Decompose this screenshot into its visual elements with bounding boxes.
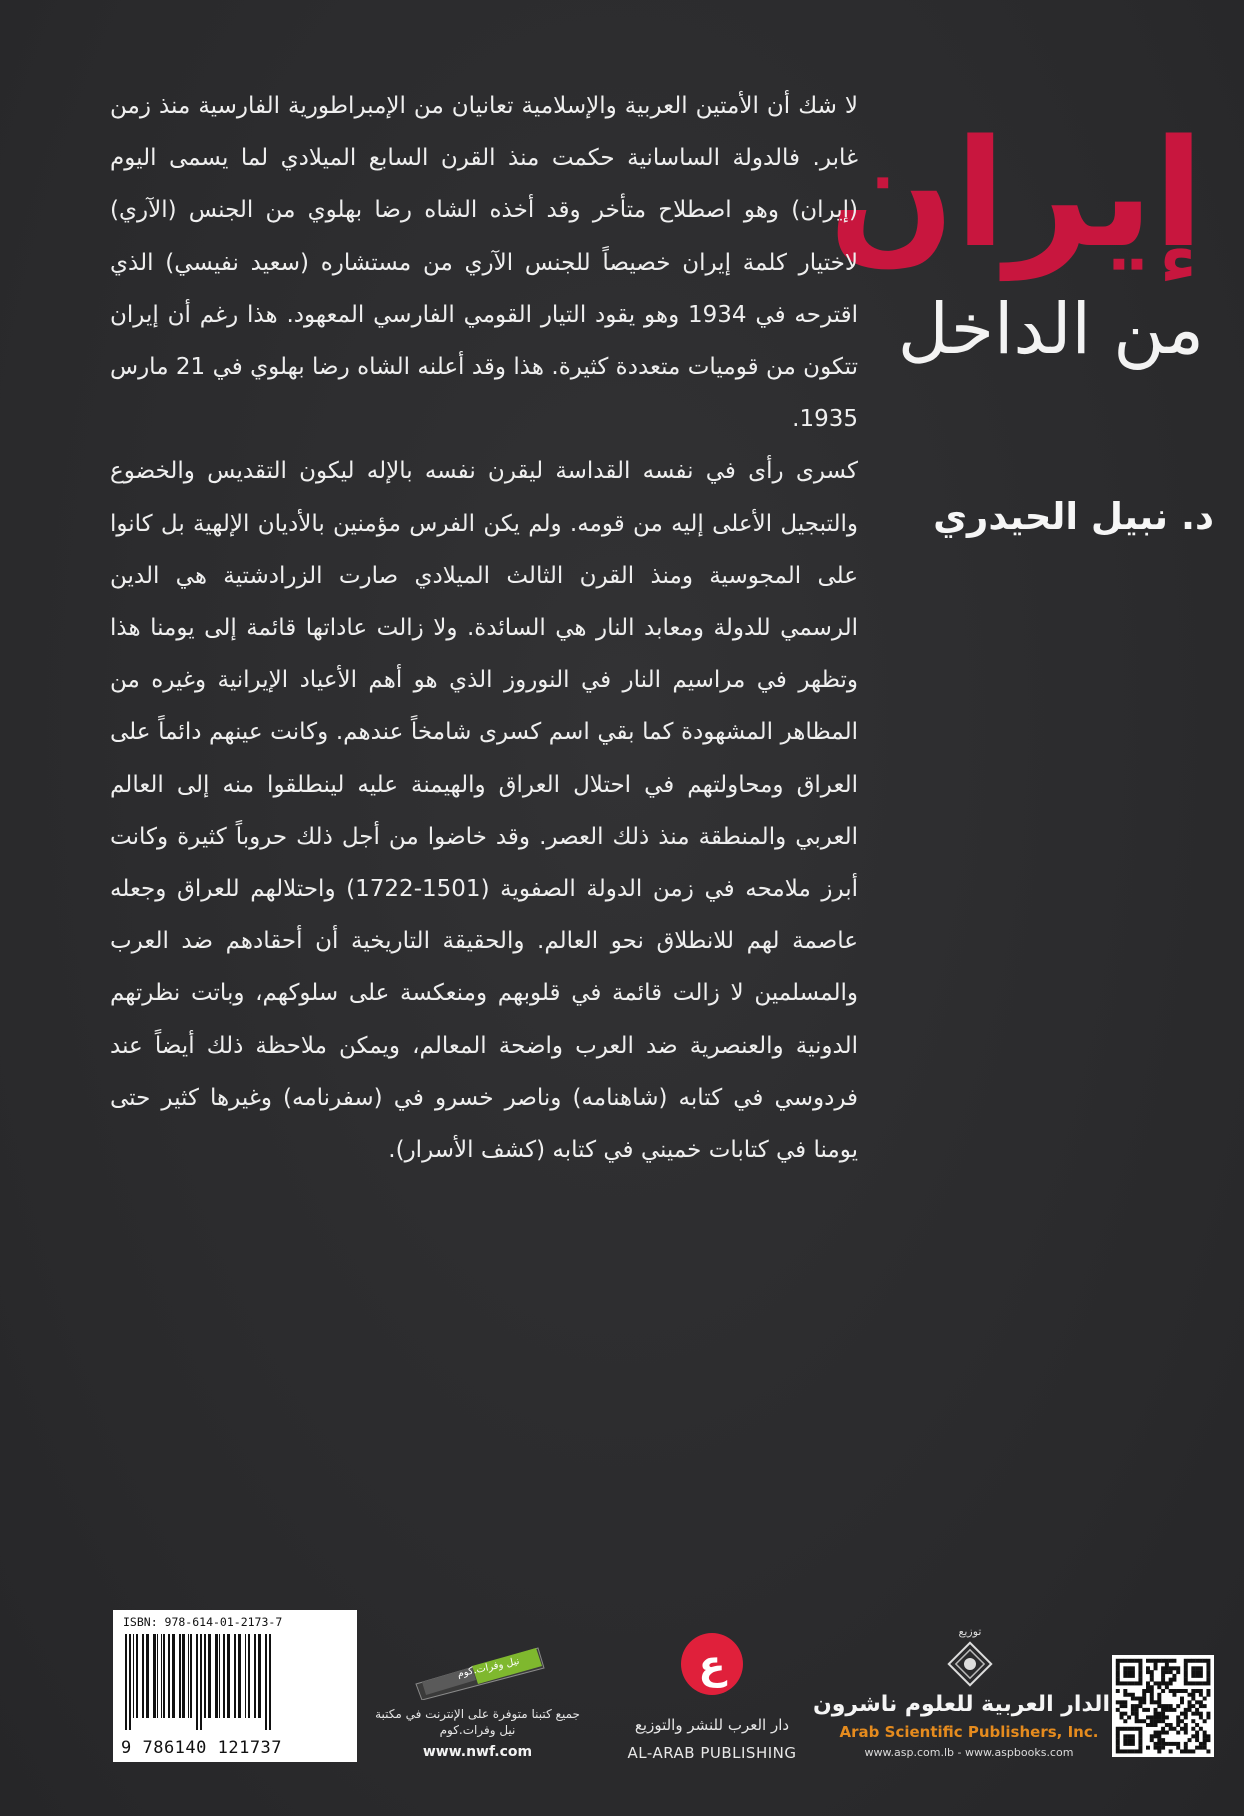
asp-distribution-label: توزيع (958, 1625, 982, 1638)
barcode-digits: 9 786140 121737 (121, 1738, 283, 1758)
isbn-barcode (113, 1610, 357, 1762)
book-subtitle: من الداخل (897, 288, 1204, 370)
blurb-paragraph-1: لا شك أن الأمتين العربية والإسلامية تعانيان من الإمبراطورية الفارسية منذ زمن غابر. فالدولة الساسانية حكمت منذ القرن السابع الميلادي لما يسمى اليوم (إيران) وهو اصطلاح متأخر وقد أخذه الشاه رضا بهلوي من الجنس (الآري) لاختيار كلمة إيران خصيصاً للجنس الآري من مستشاره (سعيد نفيسي) الذي اقترحه في 1934 وهو يقود التيار القومي الفارسي المعهود. هذا رغم أن إيران تتكون من قوميات متعددة كثيرة. هذا وقد أعلنه الشاه رضا بهلوي في 21 مارس 1935. (110, 93, 858, 433)
svg-text:ع: ع (698, 1642, 726, 1688)
alarab-publisher (622, 1628, 802, 1768)
nwf-block (370, 1640, 585, 1770)
barcode-bars (123, 1634, 347, 1732)
alarab-name-en: AL-ARAB PUBLISHING (627, 1744, 797, 1762)
asp-name-en: Arab Scientific Publishers, Inc. (839, 1723, 1099, 1741)
asp-name-ar: الدار العربية للعلوم ناشرون (812, 1692, 1110, 1717)
asp-emblem-icon (945, 1639, 995, 1689)
blurb-paragraph-2: كسرى رأى في نفسه القداسة ليقرن نفسه بالإله ليكون التقديس والخضوع والتبجيل الأعلى إليه من قومه. ولم يكن الفرس مؤمنين بالأديان الإلهية بل كانوا على المجوسية ومنذ القرن الثالث الميلادي صارت الزرادشتية هي الدين الرسمي للدولة ومعابد النار هي السائدة. ولا زالت عاداتها قائمة إلى يومنا هذا وتظهر في مراسيم النار في النوروز الذي هو أهم الأعياد الإيرانية وغيره من المظاهر المشهودة كما بقي اسم كسرى شامخاً عندهم. وكانت عينهم دائماً على العراق ومحاولتهم في احتلال العراق والهيمنة عليه لينطلقوا منه إلى العالم العربي والمنطقة منذ ذلك العصر. وقد خاضوا من أجل ذلك حروباً كثيرة وكانت أبرز ملامحه في زمن الدولة الصفوية (1501-1722) واحتلالهم للعراق وجعله عاصمة لهم للانطلاق نحو العالم. والحقيقة التاريخية أن أحقادهم ضد العرب والمسلمين لا زالت قائمة في قلوبهم ومنعكسة على سلوكهم، وباتت نظرتهم الدونية والعنصرية ضد العرب واضحة المعالم، ويمكن ملاحظة ذلك أيضاً عند فردوسي في كتابه (شاهنامه) وناصر خسرو في (سفرنامه) وغيرها كثير حتى يومنا في كتابات خميني في كتابه (كشف الأسرار). (110, 458, 859, 1164)
asp-websites: www.asp.com.lb - www.aspbooks.com (864, 1746, 1074, 1759)
qr-code (1112, 1655, 1214, 1757)
qr-code-icon (1112, 1655, 1214, 1757)
alarab-name-ar: دار العرب للنشر والتوزيع (634, 1716, 790, 1734)
title-block (828, 108, 1204, 370)
author-name: د. نبيل الحيدري (933, 495, 1214, 538)
isbn-label: ISBN: 978-614-01-2173-7 (123, 1615, 283, 1629)
nwf-note: جميع كتبنا متوفرة على الإنترنت في مكتبة نيل وفرات.كوم (375, 1707, 580, 1737)
alarab-logo-icon (679, 1628, 745, 1708)
blurb-text (110, 80, 858, 1176)
nwf-url: www.nwf.com (422, 1744, 533, 1760)
nwf-badge-label: نيل وفرات.كوم (456, 1655, 521, 1680)
book-title: إيران (828, 108, 1204, 280)
asp-distributor (812, 1625, 1110, 1765)
